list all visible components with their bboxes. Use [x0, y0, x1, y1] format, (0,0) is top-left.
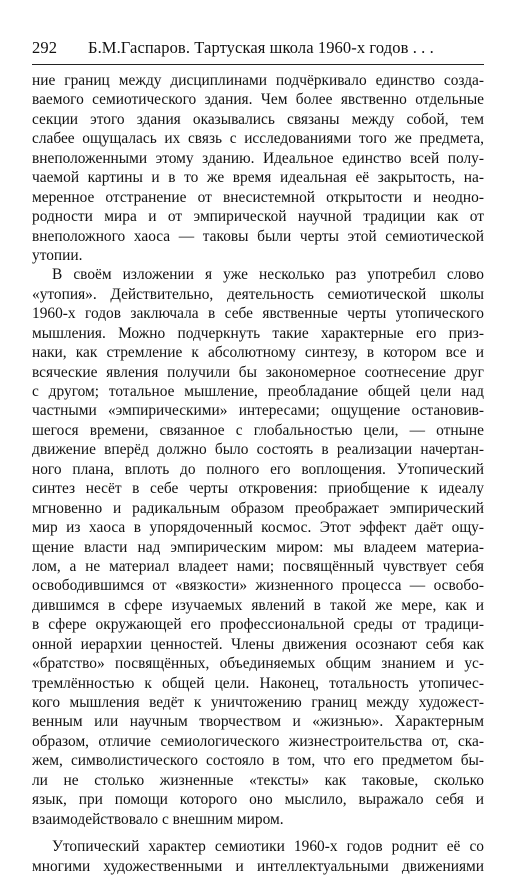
text-line: синтез несёт в себе черты откровения: приобщение к идеалу [32, 480, 484, 498]
text-line: кого мышления ведёт к уничтожению границ между художест- [32, 694, 484, 711]
text-line: секции этого здания оказывались связаны между собой, тем [32, 110, 484, 128]
text-line: шегося времени, связанное с глобальностью цели, — отныне [32, 421, 484, 439]
text-line: ного плана, вплоть до полного его воплощения. Утопический [32, 460, 484, 478]
paragraph [32, 837, 484, 876]
text-line: ли не столько жизненные «тексты» как таковые, сколько [32, 771, 484, 789]
text-line: с другом; тотальное мышление, преобладание общей цели над [32, 383, 484, 400]
text-line: щение власти над эмпирическим миром: мы владеем материа- [32, 538, 484, 556]
text-line: наки, как стремление к абсолютному синтезу, в котором все и [32, 344, 484, 362]
text-line: мир из хаоса в упорядоченный космос. Этот эффект даёт ощу- [32, 519, 484, 537]
text-line: родности мира и от эмпирической научной традиции как от [32, 208, 484, 226]
paragraph-gap [32, 829, 484, 837]
text-line: 1960-х годов заключала в себе явственные черты утопического [32, 305, 484, 323]
text-line: лом, а не материал владеет нами; посвящённый чувствует себя [32, 557, 484, 575]
text-line: многими художественными и интеллектуальными движениями [32, 857, 484, 875]
text-line: мышления. Можно подчеркнуть такие характерные его приз- [32, 324, 484, 342]
text-line: ваемого семиотического здания. Чем более явственно отдельные [32, 91, 484, 109]
text-line: взаимодействовало с внешним миром. [32, 810, 284, 828]
text-line: движение вперёд должно было состоять в реализации начертан- [32, 441, 484, 459]
text-line: частными «эмпирическими» интересами; ощущение остановив- [32, 402, 484, 420]
page-number: 292 [32, 38, 58, 57]
text-line: тремлённостью к общей цели. Наконец, тотальность утопичес- [32, 674, 484, 692]
paragraph [32, 71, 484, 265]
paragraph [32, 265, 484, 829]
text-line: ние границ между дисциплинами подчёркивало единство созда- [32, 72, 484, 89]
text-line: образом, отличие семиологического жизнестроительства от, ска- [32, 732, 484, 750]
text-line: язык, при помощи которого оно мыслило, выражало себя и [32, 791, 484, 809]
text-line: внеположенными этому зданию. Идеальное единство всей полу- [32, 149, 484, 167]
running-title: Б.М.Гаспаров. Тартуская школа 1960-х годов . . . [88, 38, 434, 57]
text-line: всяческие явления получили бы закономерное соотнесение друг [32, 363, 484, 381]
text-line: мгновенно и радикальным образом преображает эмпирический [32, 499, 484, 517]
text-line: жем, символистического состояло в том, что его предметом бы- [32, 752, 484, 770]
text-line: утопии. [32, 246, 83, 264]
text-line: освободившимся от «вязкости» жизненного процесса — освобо- [32, 577, 484, 595]
text-line: Утопический характер семиотики 1960-х годов роднит её со [52, 838, 484, 856]
header-divider [32, 64, 484, 65]
text-line: чаемой картины и в то же время идеальная её закрытость, на- [32, 169, 484, 187]
text-line: В своём изложении я уже несколько раз употребил слово [52, 266, 484, 284]
text-line: «утопия». Действительно, деятельность семиотической школы [32, 285, 484, 303]
text-line: слабее ощущалась их связь с исследованиями того же предмета, [32, 130, 484, 148]
text-line: в сфере окружающей его профессиональной среды от традици- [32, 616, 484, 634]
page-body-text [32, 71, 484, 876]
text-line: венным или научным творчеством и «жизнью». Характерным [32, 713, 484, 731]
text-line: онной иерархии ценностей. Члены движения осознают себя как [32, 635, 484, 653]
text-line: дившимся в сфере изучаемых явлений в такой же мере, как и [32, 596, 484, 614]
text-line: внеположного хаоса — таковы были черты этой семиотической [32, 227, 484, 245]
running-header [32, 38, 482, 58]
text-line: «братство» посвящённых, объединяемых общим знанием и ус- [32, 655, 484, 673]
text-line: меренное отстранение от внесистемной открытости и неодно- [32, 188, 484, 206]
